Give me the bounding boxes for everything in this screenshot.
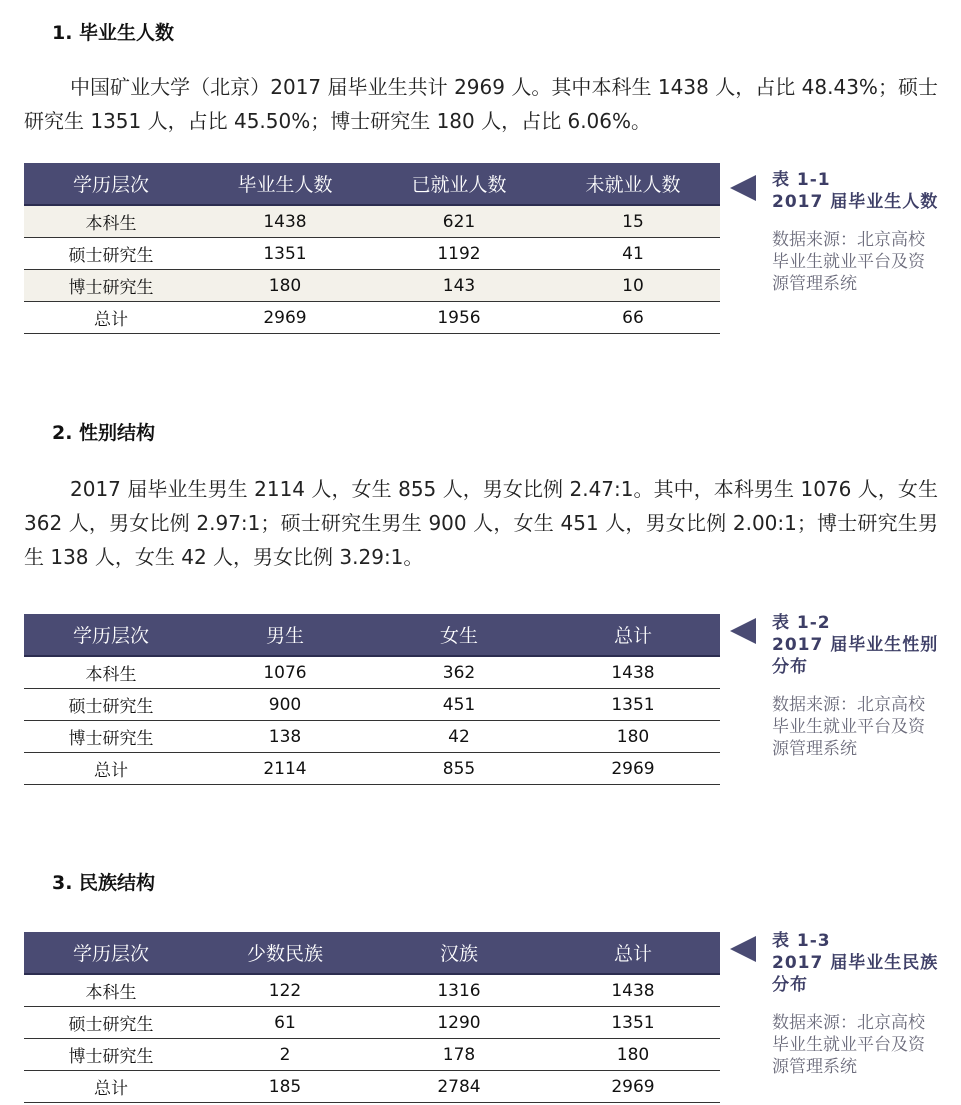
table-cell: 362 [372,656,546,689]
table-cell: 61 [198,1007,372,1039]
caption-source: 数据来源：北京高校毕业生就业平台及资源管理系统 [772,1013,925,1077]
table-row [24,721,720,753]
table-cell: 总计 [24,302,198,334]
table-cell: 185 [198,1071,372,1103]
table-cell: 1438 [546,974,720,1007]
column-header: 学历层次 [24,932,198,974]
caption-label: 表 1-2 [772,613,831,633]
table-cell: 硕士研究生 [24,1007,198,1039]
table-graduate-count [24,163,720,334]
table-cell: 1076 [198,656,372,689]
table-cell: 本科生 [24,205,198,238]
table-row-total [24,302,720,334]
table-row [24,689,720,721]
caption-source: 数据来源：北京高校毕业生就业平台及资源管理系统 [772,695,925,759]
column-header: 少数民族 [198,932,372,974]
table-cell: 2784 [372,1071,546,1103]
column-header: 总计 [546,614,720,656]
table-cell: 1351 [198,238,372,270]
table-cell: 博士研究生 [24,721,198,753]
section-paragraph-gender: 2017 届毕业生男生 2114 人，女生 855 人，男女比例 2.47:1。其中，本科男生 1076 人，女生 362 人，男女比例 2.97:1；硕士研究生男生 900 人，女生 451 人，男女比例 2.00:1；博士研究生男生 138 人，女生 42 人，男女比例 3.29:1。 [24,477,938,569]
column-header: 未就业人数 [546,163,720,205]
column-header: 女生 [372,614,546,656]
column-header: 毕业生人数 [198,163,372,205]
table-ethnicity [24,932,720,1103]
column-header: 已就业人数 [372,163,546,205]
section-heading-graduate-count: 1. 毕业生人数 [52,22,175,44]
caption-label: 表 1-3 [772,931,831,951]
caption-pointer-icon [730,618,756,644]
table-caption [772,169,940,295]
table-row [24,974,720,1007]
table-cell: 硕士研究生 [24,238,198,270]
caption-title: 2017 届毕业生民族分布 [772,953,939,995]
table-cell: 855 [372,753,546,785]
table-row [24,238,720,270]
table-header-row [24,163,720,205]
table-row-total [24,1071,720,1103]
table-cell: 900 [198,689,372,721]
table-header-row [24,932,720,974]
table-row [24,205,720,238]
table-cell: 1192 [372,238,546,270]
table-cell: 本科生 [24,974,198,1007]
table-gender [24,614,720,785]
caption-source: 数据来源：北京高校毕业生就业平台及资源管理系统 [772,230,925,294]
table-cell: 硕士研究生 [24,689,198,721]
table-caption [772,930,940,1078]
table-row [24,270,720,302]
table-cell: 2969 [546,753,720,785]
table-cell: 2114 [198,753,372,785]
table-cell: 180 [546,721,720,753]
table-row [24,1039,720,1071]
table-cell: 1438 [198,205,372,238]
table-cell: 621 [372,205,546,238]
table-cell: 122 [198,974,372,1007]
column-header: 汉族 [372,932,546,974]
table-cell: 2 [198,1039,372,1071]
table-row [24,656,720,689]
caption-title: 2017 届毕业生人数 [772,192,939,212]
table-cell: 博士研究生 [24,1039,198,1071]
table-cell: 2969 [198,302,372,334]
table-cell: 本科生 [24,656,198,689]
table-cell: 138 [198,721,372,753]
table-cell: 1438 [546,656,720,689]
table-cell: 41 [546,238,720,270]
caption-pointer-icon [730,175,756,201]
table-cell: 10 [546,270,720,302]
table-header-row [24,614,720,656]
table-caption [772,612,940,760]
table-cell: 总计 [24,753,198,785]
table-cell: 15 [546,205,720,238]
table-cell: 42 [372,721,546,753]
column-header: 学历层次 [24,163,198,205]
caption-label: 表 1-1 [772,170,831,190]
table-row-total [24,753,720,785]
table-cell: 博士研究生 [24,270,198,302]
table-cell: 总计 [24,1071,198,1103]
caption-pointer-icon [730,936,756,962]
section-heading-ethnicity: 3. 民族结构 [52,872,156,894]
table-cell: 1351 [546,689,720,721]
table-cell: 178 [372,1039,546,1071]
table-cell: 143 [372,270,546,302]
table-cell: 1351 [546,1007,720,1039]
table-cell: 180 [546,1039,720,1071]
column-header: 总计 [546,932,720,974]
table-cell: 66 [546,302,720,334]
table-cell: 1290 [372,1007,546,1039]
table-cell: 180 [198,270,372,302]
section-heading-gender: 2. 性别结构 [52,422,156,444]
table-cell: 1316 [372,974,546,1007]
table-cell: 451 [372,689,546,721]
table-cell: 1956 [372,302,546,334]
section-paragraph-graduate-count: 中国矿业大学（北京）2017 届毕业生共计 2969 人。其中本科生 1438 人，占比 48.43%；硕士研究生 1351 人，占比 45.50%；博士研究生 180 人，占比 6.06%。 [24,75,938,133]
caption-title: 2017 届毕业生性别分布 [772,635,939,677]
column-header: 学历层次 [24,614,198,656]
column-header: 男生 [198,614,372,656]
table-row [24,1007,720,1039]
table-cell: 2969 [546,1071,720,1103]
